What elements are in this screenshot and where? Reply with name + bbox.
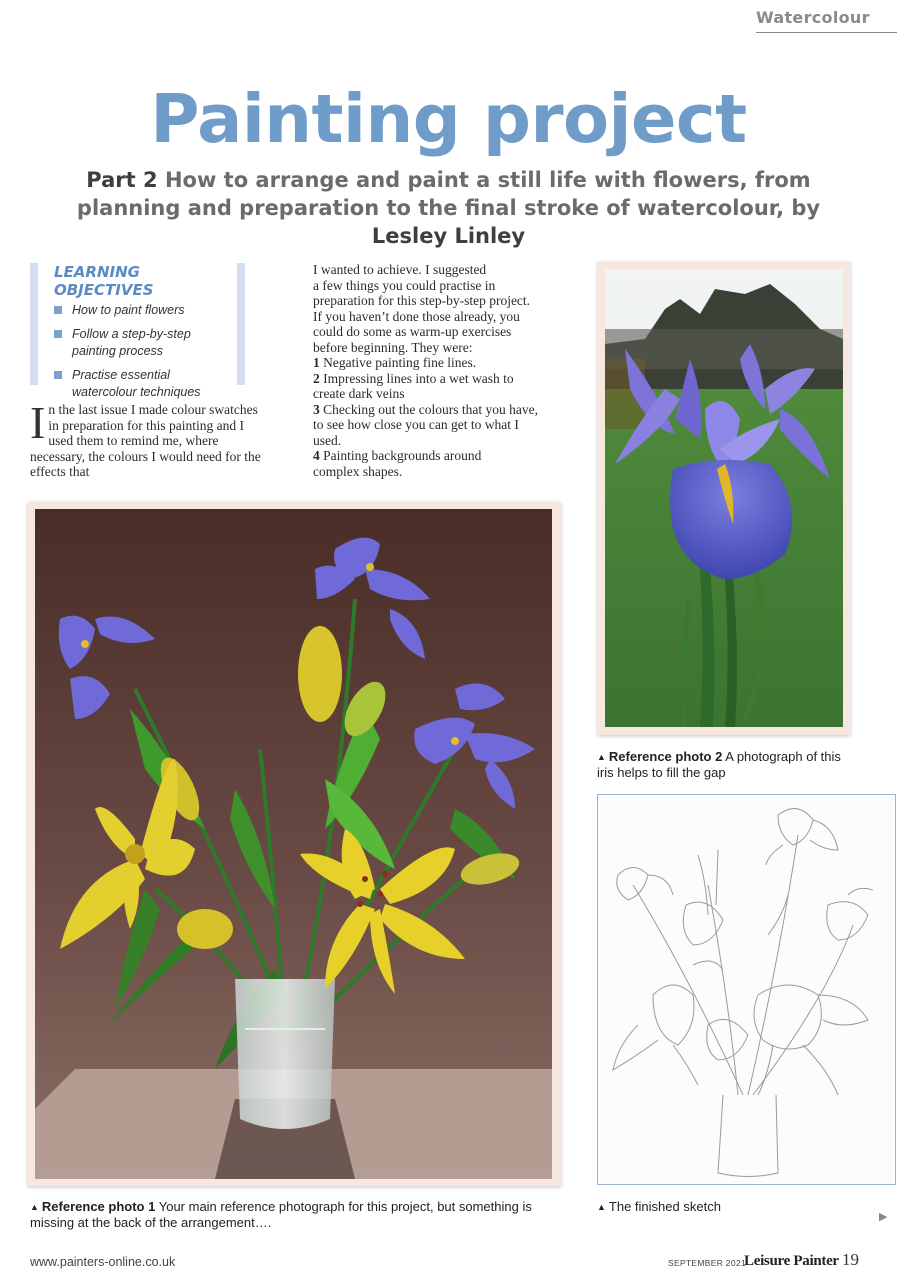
body-line: preparation for this step-by-step project. xyxy=(313,293,531,308)
step-number: 4 xyxy=(313,448,320,463)
body-line: could do some as warm-up exercises xyxy=(313,324,512,339)
objective-item xyxy=(54,367,237,401)
article-subtitle xyxy=(60,166,837,250)
body-line: I wanted to achieve. I suggested xyxy=(313,262,487,277)
step-item xyxy=(313,355,528,371)
body-column-2 xyxy=(313,262,563,479)
objective-text: Practise essential watercolour techniques xyxy=(72,368,201,399)
objective-item xyxy=(54,302,237,319)
author-name: Lesley Linley xyxy=(371,224,526,248)
intro-text: n the last issue I made colour swatches in preparation for this painting and I used them to remind me, where necessary, the colours I would need for the effects that xyxy=(30,402,261,479)
triangle-marker-icon: ▲ xyxy=(30,1202,39,1212)
step-item xyxy=(313,402,538,449)
body-line: before beginning. They were: xyxy=(313,339,473,355)
step-number: 2 xyxy=(313,370,320,386)
body-line: a few things you could practise in xyxy=(313,277,496,293)
triangle-marker-icon: ▲ xyxy=(597,1202,606,1212)
reference-photo-1 xyxy=(35,509,552,1179)
page-number: 19 xyxy=(842,1250,859,1269)
finished-sketch-caption xyxy=(597,1199,857,1215)
article-title: Painting project xyxy=(150,80,747,158)
triangle-marker-icon: ▲ xyxy=(597,752,606,762)
pencil-sketch-drawing xyxy=(598,795,894,1183)
square-bullet-icon xyxy=(54,371,62,379)
footer-date: SEPTEMBER 2021 xyxy=(668,1258,746,1268)
body-line: If you haven’t done those already, you xyxy=(313,308,520,324)
square-bullet-icon xyxy=(54,306,62,314)
step-text: Checking out the colours that you have, to see how close you can get to what I used. xyxy=(313,401,538,448)
step-item xyxy=(313,448,513,479)
step-number: 1 xyxy=(313,355,320,370)
iris-photo-image xyxy=(605,269,843,727)
drop-cap: I xyxy=(30,397,46,448)
caption-text: A photograph of this iris helps to fill the gap xyxy=(597,749,841,780)
objective-text: How to paint flowers xyxy=(72,303,185,317)
step-item xyxy=(313,371,528,402)
next-page-arrow-icon[interactable]: ▶ xyxy=(879,1210,888,1223)
learning-objectives-list xyxy=(54,302,237,401)
flower-arrangement-photo-image xyxy=(35,509,552,1179)
finished-sketch-image xyxy=(597,794,896,1185)
intro-paragraph xyxy=(30,397,270,480)
subtitle-text: How to arrange and paint a still life with flowers, from planning and preparation to the final stroke of watercolour, by xyxy=(76,168,821,220)
step-number: 3 xyxy=(313,401,320,417)
learning-objectives-box xyxy=(30,263,245,399)
magazine-logo: Leisure Painter xyxy=(744,1253,839,1269)
reference-photo-2 xyxy=(605,269,843,727)
footer-url: www.painters-online.co.uk xyxy=(30,1255,176,1269)
caption-text: Your main reference photograph for this project, but something is missing at the back of the arrangement…. xyxy=(30,1199,532,1230)
caption-label: Reference photo 1 xyxy=(41,1199,156,1214)
subtitle-part: Part 2 xyxy=(86,168,158,192)
reference-photo-1-caption xyxy=(30,1199,550,1230)
caption-text: The finished sketch xyxy=(608,1199,721,1214)
step-text: Negative painting fine lines. xyxy=(323,355,477,370)
section-tag: Watercolour xyxy=(756,8,897,33)
square-bullet-icon xyxy=(54,330,62,338)
reference-photo-2-caption xyxy=(597,749,857,780)
learning-objectives-title: LEARNING OBJECTIVES xyxy=(54,263,154,299)
objective-text: Follow a step-by-step painting process xyxy=(72,327,191,358)
objective-item xyxy=(54,326,237,360)
step-text: Impressing lines into a wet wash to create dark veins xyxy=(313,370,514,401)
step-text: Painting backgrounds around complex shapes. xyxy=(313,448,482,479)
caption-label: Reference photo 2 xyxy=(608,749,723,764)
